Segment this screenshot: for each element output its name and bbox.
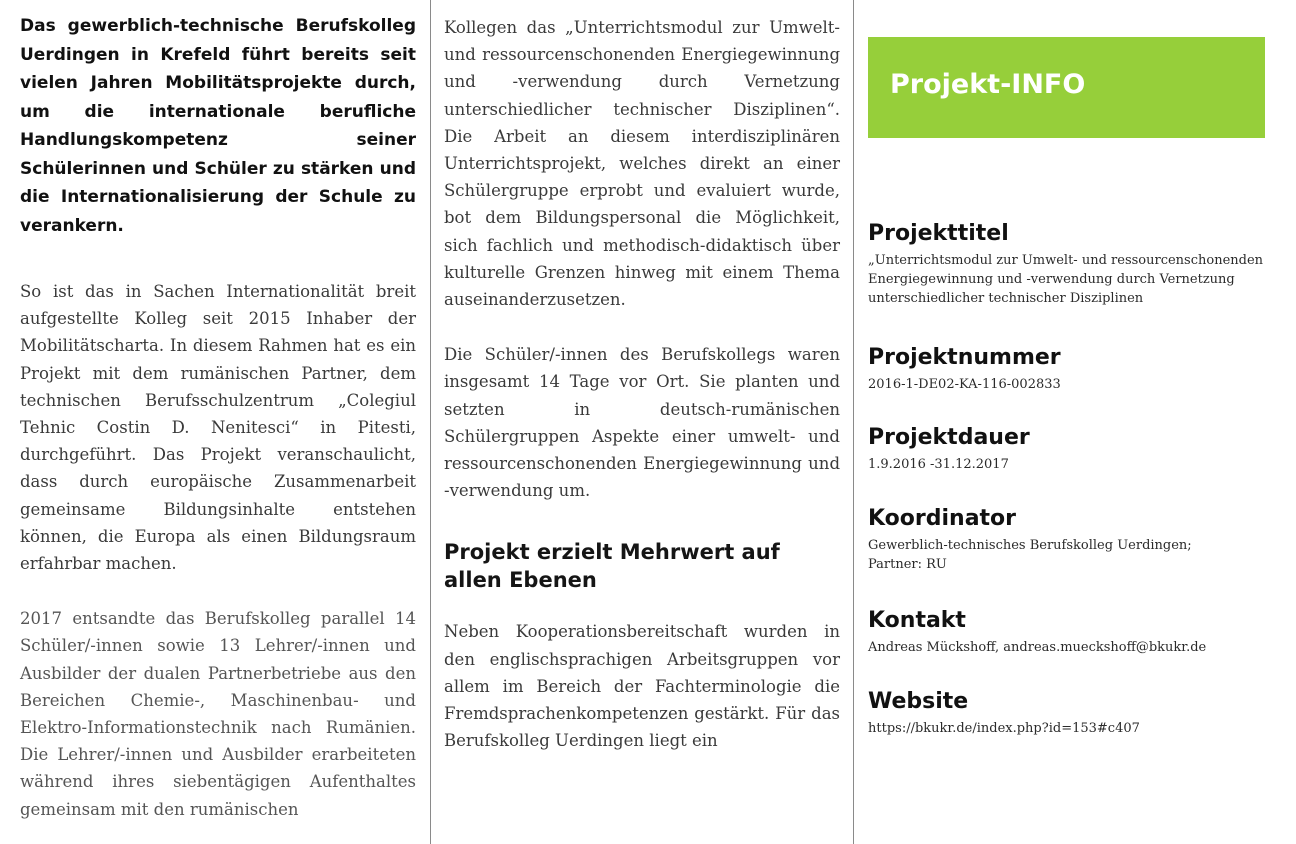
column-divider-left — [430, 0, 431, 844]
info-heading-projektnummer: Projektnummer — [868, 345, 1061, 370]
info-section-number — [868, 344, 1268, 394]
info-heading-kontakt: Kontakt — [868, 608, 966, 633]
info-section-title — [868, 220, 1268, 308]
article-column-2 — [444, 0, 840, 754]
article-column-1 — [20, 0, 416, 823]
body-paragraph-4: Die Schüler/-innen des Berufskollegs waren insgesamt 14 Tage vor Ort. Sie planten und setzten in deutsch-rumänischen Schülergruppen Aspekte einer umwelt- und ressourcenschonenden Energiegewinnung und -verwendung um. — [444, 345, 840, 501]
project-info-banner — [868, 37, 1265, 138]
info-value-projektnummer: 2016-1-DE02-KA-116-002833 — [868, 377, 1061, 392]
info-value-koordinator-partner: Partner: RU — [868, 557, 947, 572]
body-paragraph-1: So ist das in Sachen Internationalität breit aufgestellte Kolleg seit 2015 Inhaber der Mobilitätscharta. In diesem Rahmen hat es ein Projekt mit dem rumänischen Partner, dem technischen Berufsschulzentrum „Colegiul Tehnic Costin D. Nenitesci“ in Pitesti, durchgeführt. Das Projekt veranschaulicht, dass durch europäische Zusammenarbeit gemeinsame Bildungsinhalte entstehen können, die Europa als einen Bildungsraum erfahrbar machen. — [20, 282, 416, 574]
column-divider-right — [853, 0, 854, 844]
info-heading-website: Website — [868, 689, 969, 714]
info-section-website — [868, 688, 1268, 738]
info-value-kontakt: Andreas Mückshoff, andreas.mueckshoff@bkukr.de — [868, 640, 1207, 655]
lead-paragraph: Das gewerblich-technische Berufskolleg Uerdingen in Krefeld führt bereits seit vielen Jahren Mobilitätsprojekte durch, um die internationale berufliche Handlungskompetenz seiner Schülerinnen und Schüler zu stärken und die Internationalisierung der Schule zu verankern. — [20, 16, 416, 236]
info-value-projektdauer: 1.9.2016 -31.12.2017 — [868, 457, 1009, 472]
info-value-koordinator: Gewerblich-technisches Berufskolleg Uerdingen; — [868, 538, 1192, 553]
info-section-duration — [868, 424, 1268, 474]
info-value-projekttitel: „Unterrichtsmodul zur Umwelt- und ressourcenschonenden Energiegewinnung und -verwendung durch Vernetzung unterschiedlicher technischer Disziplinen — [868, 253, 1264, 306]
section-subheading: Projekt erzielt Mehrwert auf allen Ebenen — [444, 540, 780, 593]
body-paragraph-2: 2017 entsandte das Berufskolleg parallel 14 Schüler/-innen sowie 13 Lehrer/-innen und Ausbilder der dualen Partnerbetriebe aus den Bereichen Chemie-, Maschinenbau- und Elektro-Informationstechnik nach Rumänien. Die Lehrer/-innen und Ausbilder erarbeiteten während ihres siebentägigen Aufenthaltes gemeinsam mit den rumänischen — [20, 609, 416, 819]
project-info-title: Projekt-INFO — [890, 69, 1086, 100]
info-section-coordinator — [868, 505, 1268, 574]
info-section-contact — [868, 607, 1268, 657]
body-paragraph-5: Neben Kooperationsbereitschaft wurden in den englischsprachigen Arbeitsgruppen vor allem im Bereich der Fachterminologie die Fremdsprachenkompetenzen gestärkt. Für das Berufskolleg Uerdingen liegt ein — [444, 622, 840, 751]
body-paragraph-3: Kollegen das „Unterrichtsmodul zur Umwelt- und ressourcenschonenden Energiegewinnung und -verwendung durch Vernetzung unterschiedlicher technischer Disziplinen“. Die Arbeit an diesem interdisziplinären Unterrichtsprojekt, welches direkt an einer Schülergruppe erprobt und evaluiert wurde, bot dem Bildungspersonal die Möglichkeit, sich fachlich und methodisch-didaktisch über kulturelle Grenzen hinweg mit einem Thema auseinanderzusetzen. — [444, 18, 840, 310]
info-heading-projektdauer: Projektdauer — [868, 425, 1030, 450]
info-value-website[interactable]: https://bkukr.de/index.php?id=153#c407 — [868, 721, 1140, 736]
info-heading-koordinator: Koordinator — [868, 506, 1017, 531]
info-heading-projekttitel: Projekttitel — [868, 221, 1009, 246]
